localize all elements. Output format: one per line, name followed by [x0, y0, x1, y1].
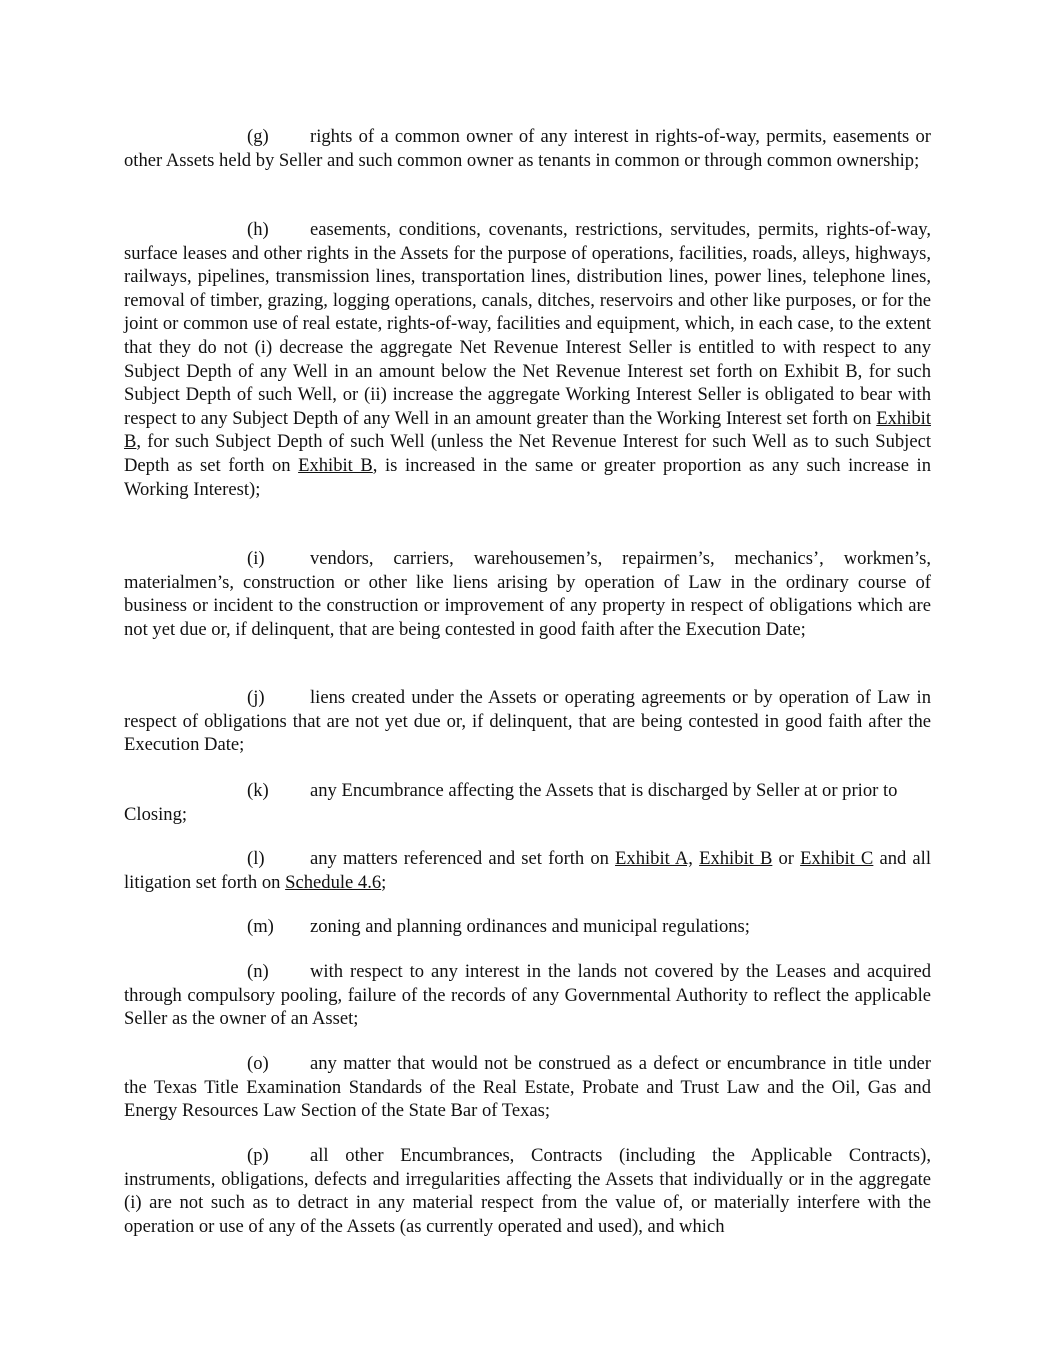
- paragraph-text: and all litigation set forth on: [124, 848, 932, 893]
- paragraph-label: (o): [247, 1053, 269, 1074]
- paragraph-text: , is increased in the same or greater proportion as any such increase in Working Interest);: [124, 454, 931, 500]
- paragraph-label: (l): [247, 848, 265, 869]
- paragraph-label: (g): [247, 126, 269, 147]
- paragraph-text: liens created under the Assets or operating agreements or by operation of Law in respect of obligations that are not yet due or, if delinquent, that are being contested in good faith after the Execution Date;: [124, 687, 931, 756]
- exhibit-b-reference: Exhibit B: [124, 407, 931, 453]
- paragraph-m: [124, 915, 931, 939]
- paragraph-label: (h): [247, 219, 269, 240]
- schedule-reference: Schedule 4.6: [285, 871, 382, 893]
- paragraph-text: , for such Subject Depth of such Well (unless the Net Revenue Interest for such Well as to such Subject Depth as set forth on: [124, 431, 931, 476]
- paragraph-label: (j): [247, 687, 265, 708]
- paragraph-g: [124, 125, 931, 172]
- paragraph-label: (k): [247, 780, 269, 801]
- paragraph-text: easements, conditions, covenants, restrictions, servitudes, permits, rights-of-way, surface leases and other rights in the Assets for the purpose of operations, facilities, roads, alleys, highways, railways, pipelines, transmission lines, transportation lines, distribution lines, power lines, telephone lines, removal of timber, grazing, logging operations, canals, ditches, reservoirs and other like purposes, or for the joint or common use of real estate, rights-of-way, facilities and equipment, which, in each case, to the extent that they do not (i) decrease the aggregate Net Revenue Interest Seller is entitled to with respect to any Subject Depth of any Well in an amount below the Net Revenue Interest set forth on Exhibit B, for such Subject Depth of such Well, or (ii) increase the aggregate Working Interest Seller is obligated to bear with respect to any Subject Depth of any Well in an amount greater than the Working Interest set forth on: [124, 219, 931, 429]
- paragraph-text: any matter that would not be construed as a defect or encumbrance in title under the Texas Title Examination Standards of the Real Estate, Probate and Trust Law and the Oil, Gas and Energy Resources Law Section of the State Bar of Texas;: [124, 1053, 931, 1122]
- exhibit-c-reference: Exhibit C: [800, 848, 874, 869]
- paragraph-n: [124, 960, 931, 1031]
- paragraph-label: (i): [247, 548, 265, 569]
- paragraph-k: [124, 779, 931, 826]
- paragraph-p: [124, 1144, 931, 1238]
- paragraph-text: or: [772, 848, 801, 869]
- paragraph-text: zoning and planning ordinances and municipal regulations;: [310, 916, 750, 937]
- paragraph-i: [124, 547, 931, 641]
- paragraph-label: (m): [247, 916, 274, 937]
- exhibit-b-reference: Exhibit B: [699, 848, 773, 869]
- exhibit-a-reference: Exhibit A,: [615, 848, 693, 869]
- paragraph-h: [124, 218, 931, 501]
- paragraph-text: all other Encumbrances, Contracts (including the Applicable Contracts), instruments, obligations, defects and irregularities affecting the Assets that individually or in the aggregate (i) are not such as to detract in any material respect from the value of, or materially interfere with the operation or use of any of the Assets (as currently operated and used), and which: [124, 1145, 931, 1237]
- paragraph-label: (p): [247, 1145, 269, 1166]
- paragraph-text: ;: [381, 871, 387, 893]
- paragraph-text: with respect to any interest in the lands not covered by the Leases and acquired through compulsory pooling, failure of the records of any Governmental Authority to reflect the applicable Seller as the owner of an Asset;: [124, 961, 931, 1030]
- paragraph-label: (n): [247, 961, 269, 982]
- paragraph-text: any matters referenced and set forth on: [310, 848, 616, 869]
- exhibit-b-reference: Exhibit B: [298, 454, 373, 476]
- paragraph-j: [124, 686, 931, 757]
- paragraph-text: rights of a common owner of any interest in rights-of-way, permits, easements or other Assets held by Seller and such common owner as tenants in common or through common ownership;: [124, 126, 931, 171]
- paragraph-l: [124, 847, 931, 894]
- paragraph-o: [124, 1052, 931, 1123]
- paragraph-text: any Encumbrance affecting the Assets that is discharged by Seller at or prior to Closing;: [124, 780, 898, 825]
- paragraph-text: vendors, carriers, warehousemen’s, repairmen’s, mechanics’, workmen’s, materialmen’s, construction or other like liens arising by operation of Law in the ordinary course of business or incident to the construction or improvement of any property in respect of obligations which are not yet due or, if delinquent, that are being contested in good faith after the Execution Date;: [124, 548, 931, 640]
